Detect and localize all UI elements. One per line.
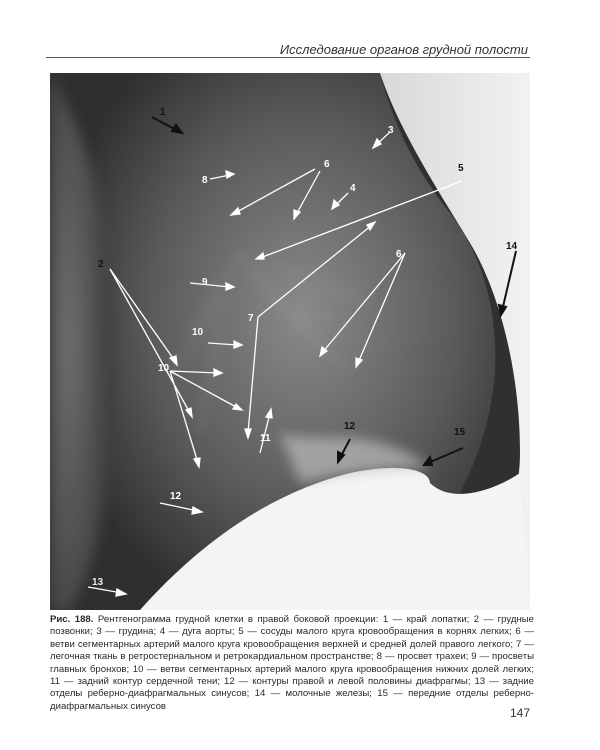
- chest-radiograph-figure: [50, 73, 530, 610]
- label-12-upper: 12: [344, 421, 356, 432]
- caption-text: Рентгенограмма грудной клетки в правой боковой проекции: 1 — край лопатки; 2 — грудные позвонки; 3 — грудина; 4 — дуга аорты; 5 — сосуды малого круга кровообращения в корнях легких; 6 — ветви сегментарных артерий малого круга кровообращения верхней и средней долей правого легкого; 7 — легочная ткань в ретростернальном и ретрокардиальном пространстве; 8 — просвет трахеи; 9 — просветы главных бронхов; 10 — ветви сегментарных артерий малого круга кровообращения нижних долей легких; 11 — задний контур сердечной тени; 12 — контуры правой и левой половины диафрагмы; 13 — задние отделы реберно-диафрагмальных синусов; 14 — молочные железы; 15 — передние отделы реберно-диафрагмальных синусов: [50, 614, 534, 712]
- header-rule: [46, 57, 530, 58]
- label-6-lower: 6: [396, 249, 402, 260]
- label-10-lower: 10: [158, 363, 170, 374]
- label-15: 15: [454, 427, 466, 438]
- radiograph-image: [50, 73, 530, 610]
- label-4: 4: [350, 183, 356, 194]
- label-12-lower: 12: [170, 491, 182, 502]
- label-11: 11: [260, 433, 271, 444]
- label-14: 14: [506, 241, 518, 252]
- running-header: [0, 34, 600, 60]
- label-5: 5: [458, 163, 464, 174]
- page-number: 147: [510, 706, 531, 720]
- label-13: 13: [92, 577, 104, 588]
- label-2: 2: [98, 259, 104, 270]
- caption-figure-number: Рис. 188.: [50, 614, 94, 625]
- figure-caption: [50, 614, 534, 713]
- label-10-upper: 10: [192, 327, 204, 338]
- running-title: Исследование органов грудной полости: [279, 42, 528, 57]
- label-7: 7: [248, 313, 254, 324]
- label-1: 1: [160, 107, 166, 118]
- label-6-upper: 6: [324, 159, 330, 170]
- label-9: 9: [202, 277, 208, 288]
- label-8: 8: [202, 175, 208, 186]
- label-3: 3: [388, 125, 394, 136]
